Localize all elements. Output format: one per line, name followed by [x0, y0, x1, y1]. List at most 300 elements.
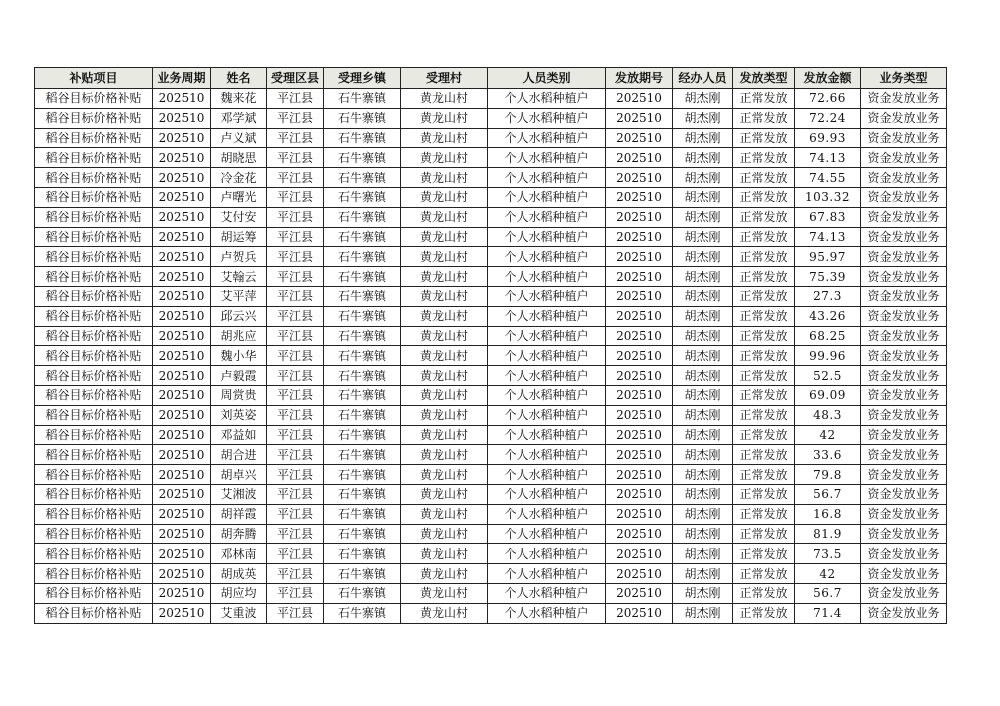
cell-business-type: 资金发放业务 [861, 405, 947, 425]
cell-village: 黄龙山村 [401, 603, 488, 623]
cell-personnel-category: 个人水稻种植户 [488, 207, 606, 227]
cell-personnel-category: 个人水稻种植户 [488, 445, 606, 465]
cell-township: 石牛寨镇 [324, 425, 401, 445]
cell-name: 胡晓思 [211, 148, 267, 168]
cell-district: 平江县 [267, 583, 324, 603]
cell-business-period: 202510 [153, 425, 211, 445]
cell-issue-amount: 99.96 [795, 346, 861, 366]
cell-name: 邱云兴 [211, 306, 267, 326]
cell-issue-type: 正常发放 [733, 366, 795, 386]
table-row [35, 564, 947, 584]
cell-issue-number: 202510 [606, 366, 673, 386]
cell-subsidy-item: 稻谷目标价格补贴 [35, 465, 153, 485]
cell-village: 黄龙山村 [401, 108, 488, 128]
cell-township: 石牛寨镇 [324, 227, 401, 247]
cell-subsidy-item: 稻谷目标价格补贴 [35, 286, 153, 306]
cell-business-period: 202510 [153, 128, 211, 148]
cell-name: 邓林南 [211, 544, 267, 564]
cell-township: 石牛寨镇 [324, 445, 401, 465]
cell-township: 石牛寨镇 [324, 267, 401, 287]
cell-name: 卢贺兵 [211, 247, 267, 267]
cell-township: 石牛寨镇 [324, 128, 401, 148]
cell-district: 平江县 [267, 168, 324, 188]
cell-issue-type: 正常发放 [733, 326, 795, 346]
cell-issue-type: 正常发放 [733, 603, 795, 623]
cell-issue-type: 正常发放 [733, 445, 795, 465]
cell-district: 平江县 [267, 544, 324, 564]
cell-issue-number: 202510 [606, 544, 673, 564]
table-row [35, 306, 947, 326]
cell-handler: 胡杰刚 [673, 465, 733, 485]
cell-business-period: 202510 [153, 108, 211, 128]
cell-subsidy-item: 稻谷目标价格补贴 [35, 544, 153, 564]
column-header-personnel-category: 人员类别 [488, 68, 606, 89]
cell-name: 刘英姿 [211, 405, 267, 425]
cell-business-type: 资金发放业务 [861, 286, 947, 306]
cell-business-period: 202510 [153, 207, 211, 227]
cell-business-period: 202510 [153, 227, 211, 247]
cell-village: 黄龙山村 [401, 445, 488, 465]
cell-issue-amount: 56.7 [795, 583, 861, 603]
cell-subsidy-item: 稻谷目标价格补贴 [35, 603, 153, 623]
cell-business-period: 202510 [153, 89, 211, 109]
cell-subsidy-item: 稻谷目标价格补贴 [35, 504, 153, 524]
cell-personnel-category: 个人水稻种植户 [488, 385, 606, 405]
column-header-issue-number: 发放期号 [606, 68, 673, 89]
cell-village: 黄龙山村 [401, 207, 488, 227]
cell-issue-number: 202510 [606, 484, 673, 504]
cell-subsidy-item: 稻谷目标价格补贴 [35, 89, 153, 109]
cell-township: 石牛寨镇 [324, 148, 401, 168]
cell-business-period: 202510 [153, 148, 211, 168]
cell-personnel-category: 个人水稻种植户 [488, 564, 606, 584]
cell-handler: 胡杰刚 [673, 564, 733, 584]
column-header-issue-type: 发放类型 [733, 68, 795, 89]
cell-subsidy-item: 稻谷目标价格补贴 [35, 108, 153, 128]
cell-business-period: 202510 [153, 603, 211, 623]
cell-issue-type: 正常发放 [733, 148, 795, 168]
cell-issue-number: 202510 [606, 267, 673, 287]
cell-township: 石牛寨镇 [324, 247, 401, 267]
cell-name: 艾付安 [211, 207, 267, 227]
cell-issue-number: 202510 [606, 187, 673, 207]
table-row [35, 207, 947, 227]
cell-name: 胡兆应 [211, 326, 267, 346]
cell-personnel-category: 个人水稻种植户 [488, 89, 606, 109]
cell-personnel-category: 个人水稻种植户 [488, 247, 606, 267]
table-row [35, 445, 947, 465]
table-row [35, 603, 947, 623]
cell-handler: 胡杰刚 [673, 267, 733, 287]
cell-district: 平江县 [267, 187, 324, 207]
cell-issue-number: 202510 [606, 583, 673, 603]
cell-personnel-category: 个人水稻种植户 [488, 583, 606, 603]
cell-personnel-category: 个人水稻种植户 [488, 405, 606, 425]
cell-business-type: 资金发放业务 [861, 445, 947, 465]
cell-issue-number: 202510 [606, 128, 673, 148]
cell-village: 黄龙山村 [401, 405, 488, 425]
cell-issue-type: 正常发放 [733, 286, 795, 306]
cell-issue-number: 202510 [606, 405, 673, 425]
column-header-business-type: 业务类型 [861, 68, 947, 89]
cell-issue-type: 正常发放 [733, 564, 795, 584]
cell-issue-type: 正常发放 [733, 465, 795, 485]
cell-village: 黄龙山村 [401, 544, 488, 564]
cell-handler: 胡杰刚 [673, 544, 733, 564]
cell-issue-amount: 16.8 [795, 504, 861, 524]
cell-issue-type: 正常发放 [733, 583, 795, 603]
cell-subsidy-item: 稻谷目标价格补贴 [35, 524, 153, 544]
cell-business-period: 202510 [153, 267, 211, 287]
cell-name: 胡卓兴 [211, 465, 267, 485]
cell-business-period: 202510 [153, 484, 211, 504]
cell-handler: 胡杰刚 [673, 168, 733, 188]
cell-personnel-category: 个人水稻种植户 [488, 326, 606, 346]
cell-business-period: 202510 [153, 524, 211, 544]
cell-issue-type: 正常发放 [733, 385, 795, 405]
cell-business-type: 资金发放业务 [861, 385, 947, 405]
table-row [35, 346, 947, 366]
table-row [35, 524, 947, 544]
cell-issue-amount: 81.9 [795, 524, 861, 544]
cell-business-type: 资金发放业务 [861, 465, 947, 485]
cell-issue-number: 202510 [606, 306, 673, 326]
cell-business-period: 202510 [153, 306, 211, 326]
cell-township: 石牛寨镇 [324, 89, 401, 109]
cell-handler: 胡杰刚 [673, 346, 733, 366]
cell-township: 石牛寨镇 [324, 306, 401, 326]
cell-business-type: 资金发放业务 [861, 108, 947, 128]
cell-issue-amount: 67.83 [795, 207, 861, 227]
cell-issue-type: 正常发放 [733, 108, 795, 128]
cell-personnel-category: 个人水稻种植户 [488, 524, 606, 544]
cell-subsidy-item: 稻谷目标价格补贴 [35, 385, 153, 405]
cell-subsidy-item: 稻谷目标价格补贴 [35, 128, 153, 148]
cell-district: 平江县 [267, 425, 324, 445]
cell-subsidy-item: 稻谷目标价格补贴 [35, 168, 153, 188]
cell-issue-amount: 75.39 [795, 267, 861, 287]
cell-issue-amount: 74.55 [795, 168, 861, 188]
cell-personnel-category: 个人水稻种植户 [488, 366, 606, 386]
cell-business-period: 202510 [153, 504, 211, 524]
cell-name: 胡合进 [211, 445, 267, 465]
cell-business-period: 202510 [153, 366, 211, 386]
cell-issue-number: 202510 [606, 346, 673, 366]
cell-subsidy-item: 稻谷目标价格补贴 [35, 187, 153, 207]
cell-issue-amount: 42 [795, 564, 861, 584]
cell-personnel-category: 个人水稻种植户 [488, 128, 606, 148]
cell-village: 黄龙山村 [401, 346, 488, 366]
cell-subsidy-item: 稻谷目标价格补贴 [35, 346, 153, 366]
cell-issue-number: 202510 [606, 326, 673, 346]
cell-village: 黄龙山村 [401, 583, 488, 603]
cell-issue-number: 202510 [606, 207, 673, 227]
column-header-subsidy-item: 补贴项目 [35, 68, 153, 89]
column-header-village: 受理村 [401, 68, 488, 89]
cell-handler: 胡杰刚 [673, 187, 733, 207]
cell-business-type: 资金发放业务 [861, 148, 947, 168]
cell-district: 平江县 [267, 346, 324, 366]
cell-business-type: 资金发放业务 [861, 603, 947, 623]
table-row [35, 544, 947, 564]
cell-village: 黄龙山村 [401, 168, 488, 188]
cell-issue-number: 202510 [606, 524, 673, 544]
cell-name: 周赏贵 [211, 385, 267, 405]
cell-district: 平江县 [267, 326, 324, 346]
cell-issue-amount: 95.97 [795, 247, 861, 267]
table-row [35, 247, 947, 267]
cell-handler: 胡杰刚 [673, 445, 733, 465]
cell-township: 石牛寨镇 [324, 465, 401, 485]
cell-subsidy-item: 稻谷目标价格补贴 [35, 306, 153, 326]
cell-village: 黄龙山村 [401, 326, 488, 346]
cell-issue-amount: 43.26 [795, 306, 861, 326]
cell-name: 魏来花 [211, 89, 267, 109]
cell-business-period: 202510 [153, 385, 211, 405]
cell-handler: 胡杰刚 [673, 247, 733, 267]
cell-issue-number: 202510 [606, 148, 673, 168]
cell-business-type: 资金发放业务 [861, 346, 947, 366]
cell-township: 石牛寨镇 [324, 385, 401, 405]
cell-name: 胡运筹 [211, 227, 267, 247]
cell-business-type: 资金发放业务 [861, 326, 947, 346]
table-row [35, 484, 947, 504]
cell-issue-number: 202510 [606, 385, 673, 405]
cell-personnel-category: 个人水稻种植户 [488, 267, 606, 287]
cell-issue-type: 正常发放 [733, 89, 795, 109]
cell-district: 平江县 [267, 148, 324, 168]
cell-issue-type: 正常发放 [733, 227, 795, 247]
cell-issue-amount: 72.24 [795, 108, 861, 128]
cell-village: 黄龙山村 [401, 227, 488, 247]
cell-issue-number: 202510 [606, 603, 673, 623]
cell-issue-number: 202510 [606, 504, 673, 524]
cell-village: 黄龙山村 [401, 564, 488, 584]
cell-business-type: 资金发放业务 [861, 306, 947, 326]
cell-name: 卢曙光 [211, 187, 267, 207]
cell-district: 平江县 [267, 564, 324, 584]
cell-name: 冷金花 [211, 168, 267, 188]
cell-village: 黄龙山村 [401, 187, 488, 207]
cell-personnel-category: 个人水稻种植户 [488, 187, 606, 207]
cell-issue-amount: 73.5 [795, 544, 861, 564]
table-row [35, 405, 947, 425]
cell-business-period: 202510 [153, 544, 211, 564]
cell-name: 艾湘波 [211, 484, 267, 504]
cell-subsidy-item: 稻谷目标价格补贴 [35, 405, 153, 425]
cell-subsidy-item: 稻谷目标价格补贴 [35, 227, 153, 247]
cell-handler: 胡杰刚 [673, 128, 733, 148]
cell-name: 艾重波 [211, 603, 267, 623]
cell-district: 平江县 [267, 306, 324, 326]
cell-handler: 胡杰刚 [673, 227, 733, 247]
cell-business-period: 202510 [153, 405, 211, 425]
cell-village: 黄龙山村 [401, 286, 488, 306]
cell-personnel-category: 个人水稻种植户 [488, 465, 606, 485]
cell-business-type: 资金发放业务 [861, 564, 947, 584]
cell-issue-amount: 71.4 [795, 603, 861, 623]
cell-village: 黄龙山村 [401, 128, 488, 148]
column-header-issue-amount: 发放金额 [795, 68, 861, 89]
cell-issue-amount: 69.93 [795, 128, 861, 148]
cell-district: 平江县 [267, 524, 324, 544]
cell-personnel-category: 个人水稻种植户 [488, 108, 606, 128]
cell-issue-amount: 74.13 [795, 148, 861, 168]
cell-township: 石牛寨镇 [324, 168, 401, 188]
cell-township: 石牛寨镇 [324, 484, 401, 504]
cell-name: 艾平萍 [211, 286, 267, 306]
table-row [35, 286, 947, 306]
cell-issue-number: 202510 [606, 286, 673, 306]
cell-district: 平江县 [267, 108, 324, 128]
cell-business-type: 资金发放业务 [861, 128, 947, 148]
cell-handler: 胡杰刚 [673, 207, 733, 227]
cell-handler: 胡杰刚 [673, 425, 733, 445]
cell-village: 黄龙山村 [401, 267, 488, 287]
table-row [35, 267, 947, 287]
cell-subsidy-item: 稻谷目标价格补贴 [35, 207, 153, 227]
cell-business-period: 202510 [153, 346, 211, 366]
cell-village: 黄龙山村 [401, 465, 488, 485]
cell-subsidy-item: 稻谷目标价格补贴 [35, 425, 153, 445]
cell-business-period: 202510 [153, 247, 211, 267]
cell-issue-amount: 33.6 [795, 445, 861, 465]
cell-business-type: 资金发放业务 [861, 544, 947, 564]
cell-district: 平江县 [267, 465, 324, 485]
cell-name: 艾翰云 [211, 267, 267, 287]
cell-issue-number: 202510 [606, 168, 673, 188]
cell-issue-type: 正常发放 [733, 405, 795, 425]
column-header-name: 姓名 [211, 68, 267, 89]
column-header-business-period: 业务周期 [153, 68, 211, 89]
cell-issue-number: 202510 [606, 564, 673, 584]
cell-business-type: 资金发放业务 [861, 366, 947, 386]
cell-handler: 胡杰刚 [673, 89, 733, 109]
cell-township: 石牛寨镇 [324, 603, 401, 623]
cell-business-type: 资金发放业务 [861, 524, 947, 544]
cell-issue-type: 正常发放 [733, 207, 795, 227]
cell-village: 黄龙山村 [401, 484, 488, 504]
cell-issue-type: 正常发放 [733, 168, 795, 188]
cell-personnel-category: 个人水稻种植户 [488, 286, 606, 306]
cell-district: 平江县 [267, 385, 324, 405]
cell-township: 石牛寨镇 [324, 504, 401, 524]
cell-business-period: 202510 [153, 564, 211, 584]
cell-issue-type: 正常发放 [733, 524, 795, 544]
cell-handler: 胡杰刚 [673, 603, 733, 623]
table-row [35, 89, 947, 109]
cell-personnel-category: 个人水稻种植户 [488, 603, 606, 623]
cell-township: 石牛寨镇 [324, 405, 401, 425]
cell-business-type: 资金发放业务 [861, 425, 947, 445]
cell-business-type: 资金发放业务 [861, 168, 947, 188]
cell-township: 石牛寨镇 [324, 366, 401, 386]
cell-subsidy-item: 稻谷目标价格补贴 [35, 445, 153, 465]
cell-issue-amount: 79.8 [795, 465, 861, 485]
cell-township: 石牛寨镇 [324, 346, 401, 366]
table-row [35, 108, 947, 128]
cell-district: 平江县 [267, 366, 324, 386]
cell-personnel-category: 个人水稻种植户 [488, 148, 606, 168]
cell-subsidy-item: 稻谷目标价格补贴 [35, 267, 153, 287]
cell-business-type: 资金发放业务 [861, 267, 947, 287]
cell-business-type: 资金发放业务 [861, 504, 947, 524]
cell-issue-amount: 69.09 [795, 385, 861, 405]
cell-handler: 胡杰刚 [673, 524, 733, 544]
cell-village: 黄龙山村 [401, 385, 488, 405]
table-row [35, 465, 947, 485]
table-row [35, 385, 947, 405]
table-row [35, 128, 947, 148]
cell-district: 平江县 [267, 445, 324, 465]
cell-issue-type: 正常发放 [733, 267, 795, 287]
cell-village: 黄龙山村 [401, 148, 488, 168]
cell-issue-type: 正常发放 [733, 544, 795, 564]
cell-issue-type: 正常发放 [733, 484, 795, 504]
cell-name: 邓益如 [211, 425, 267, 445]
cell-business-period: 202510 [153, 445, 211, 465]
cell-name: 魏小华 [211, 346, 267, 366]
table-body [35, 89, 947, 624]
cell-issue-number: 202510 [606, 227, 673, 247]
cell-name: 胡成英 [211, 564, 267, 584]
cell-district: 平江县 [267, 267, 324, 287]
column-header-district: 受理区县 [267, 68, 324, 89]
cell-business-period: 202510 [153, 326, 211, 346]
cell-village: 黄龙山村 [401, 524, 488, 544]
cell-personnel-category: 个人水稻种植户 [488, 346, 606, 366]
cell-handler: 胡杰刚 [673, 326, 733, 346]
table-row [35, 583, 947, 603]
cell-subsidy-item: 稻谷目标价格补贴 [35, 484, 153, 504]
cell-village: 黄龙山村 [401, 425, 488, 445]
table-row [35, 326, 947, 346]
cell-personnel-category: 个人水稻种植户 [488, 544, 606, 564]
cell-district: 平江县 [267, 405, 324, 425]
cell-personnel-category: 个人水稻种植户 [488, 484, 606, 504]
cell-business-period: 202510 [153, 286, 211, 306]
cell-issue-type: 正常发放 [733, 247, 795, 267]
cell-district: 平江县 [267, 484, 324, 504]
cell-handler: 胡杰刚 [673, 385, 733, 405]
cell-business-period: 202510 [153, 187, 211, 207]
cell-handler: 胡杰刚 [673, 504, 733, 524]
cell-name: 卢义斌 [211, 128, 267, 148]
cell-village: 黄龙山村 [401, 89, 488, 109]
cell-issue-amount: 42 [795, 425, 861, 445]
cell-issue-number: 202510 [606, 89, 673, 109]
table-row [35, 148, 947, 168]
cell-township: 石牛寨镇 [324, 544, 401, 564]
cell-issue-amount: 27.3 [795, 286, 861, 306]
cell-district: 平江县 [267, 247, 324, 267]
cell-subsidy-item: 稻谷目标价格补贴 [35, 326, 153, 346]
cell-issue-amount: 68.25 [795, 326, 861, 346]
cell-issue-number: 202510 [606, 445, 673, 465]
cell-personnel-category: 个人水稻种植户 [488, 168, 606, 188]
cell-village: 黄龙山村 [401, 247, 488, 267]
cell-handler: 胡杰刚 [673, 484, 733, 504]
cell-district: 平江县 [267, 227, 324, 247]
cell-district: 平江县 [267, 207, 324, 227]
cell-district: 平江县 [267, 89, 324, 109]
cell-township: 石牛寨镇 [324, 108, 401, 128]
cell-issue-number: 202510 [606, 465, 673, 485]
table-header-row [35, 68, 947, 89]
cell-personnel-category: 个人水稻种植户 [488, 306, 606, 326]
cell-district: 平江县 [267, 128, 324, 148]
cell-issue-type: 正常发放 [733, 187, 795, 207]
